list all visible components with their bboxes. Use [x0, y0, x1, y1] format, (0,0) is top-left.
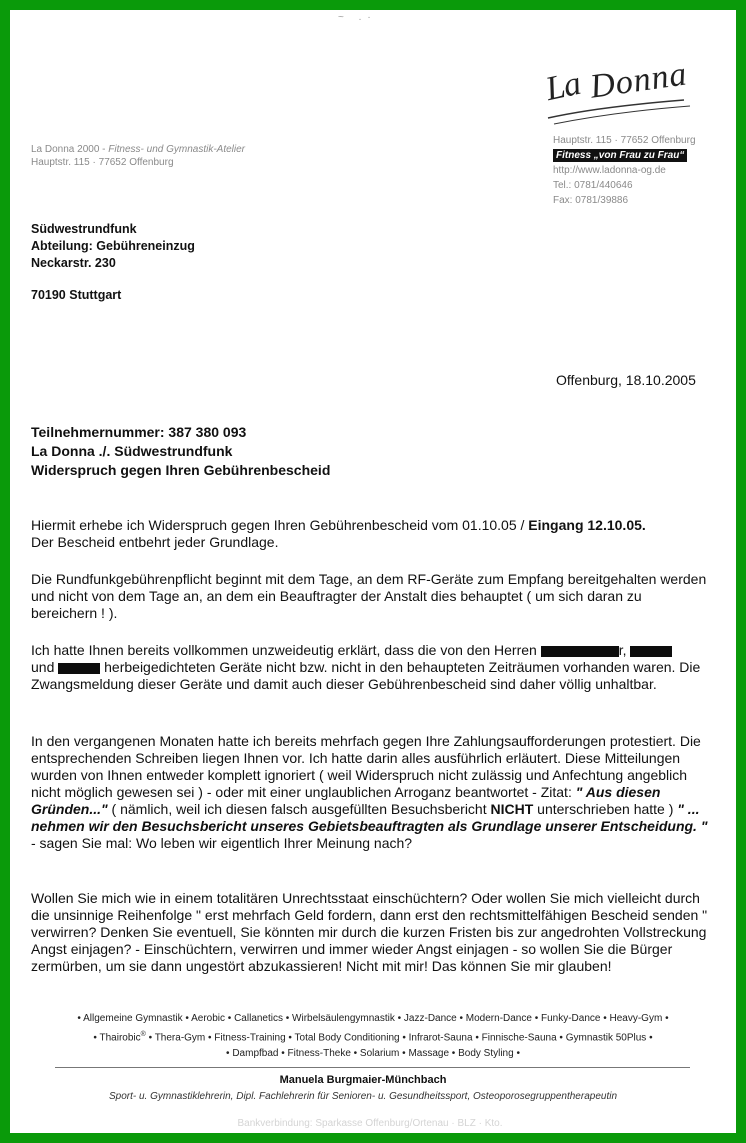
subject-block: Teilnehmernummer: 387 380 093 La Donna ./. Südwestrundfunk Widerspruch gegen Ihren Gebührenbescheid [31, 424, 331, 478]
recipient-city: 70190 Stuttgart [31, 288, 122, 302]
scan-marks: ~ .· [338, 12, 377, 23]
paragraph-3: Ich hatte Ihnen bereits vollkommen unzweideutig erklärt, dass die von den Herren r, und herbeigedichteten Geräte nicht bzw. nicht in den behaupteten Zeiträumen vorhanden waren. Die Zwangsmeldung dieser Geräte und damit auch dieser Gebührenbescheid sind daher völlig unhaltbar. [31, 642, 701, 692]
sender-address: La Donna 2000 - Fitness- und Gymnastik-Atelier Hauptstr. 115 · 77652 Offenburg [31, 144, 246, 168]
services-list: • Allgemeine Gymnastik • Aerobic • Callanetics • Wirbelsäulengymnastik • Jazz-Dance • Modern-Dance • Funky-Dance • Heavy-Gym • • Thairobic® • Thera-Gym • Fitness-Training • Total Body Conditioning • Infrarot-Sauna • Finnische-Sauna • Gymnastik 50Plus • • Dampfbad • Fitness-Theke • Solarium • Massage • Body Styling • [77, 1013, 669, 1060]
redaction-bar [630, 646, 672, 657]
paragraph-1: Hiermit erhebe ich Widerspruch gegen Ihren Gebührenbescheid vom 01.10.05 / Eingang 12.10.05. Der Bescheid entbehrt jeder Grundlage. [31, 517, 646, 550]
redaction-bar [541, 646, 619, 657]
paragraph-2: Die Rundfunkgebührenpflicht beginnt mit dem Tage, an dem RF-Geräte zum Empfang bereitgehalten werden und nicht von dem Tage an, an dem ein Beauftragter der Anstalt dies behauptet ( um sich daran zu bereichern ! ). [31, 571, 707, 621]
owner-name: Manuela Burgmaier-Münchbach [279, 1074, 447, 1086]
letterhead-contact: Hauptstr. 115 · 77652 Offenburg Fitness „von Frau zu Frau“ http://www.ladonna-og.de Tel.: 0781/440646 Fax: 0781/39886 [553, 135, 696, 206]
tagline-badge: Fitness „von Frau zu Frau“ [553, 149, 687, 162]
owner-qualifications: Sport- u. Gymnastiklehrerin, Dipl. Fachlehrerin für Senioren- u. Gesundheitssport, Osteoporosegruppentherapeutin [108, 1091, 618, 1102]
letter-page [10, 10, 736, 1133]
paragraph-4: In den vergangenen Monaten hatte ich bereits mehrfach gegen Ihre Zahlungsaufforderungen protestiert. Die entsprechenden Schreiben liegen Ihnen vor. Ich hatte darin alles ausführlich erläutert. Diese Mitteilungen wurden von Ihnen entweder komplett ignoriert ( weil Widerspruch nicht zulässig und Anfechtung angeblich nicht möglich gewesen sei ) - oder mit einer unglaublichen Arroganz beantwortet - Zitat: " Aus diesen Gründen..." ( nämlich, weil ich diesen falsch ausgefüllten Besuchsbericht NICHT unterschrieben hatte ) " ... nehmen wir den Besuchsbericht unseres Gebietsbeauftragten als Grundlage unserer Entscheidung. " - sagen Sie mal: Wo leben wir eigentlich Ihrer Meinung nach? [31, 733, 708, 851]
footer-divider [55, 1067, 690, 1068]
la-donna-logo [542, 55, 694, 130]
paragraph-5: Wollen Sie mich wie in einem totalitären Unrechtsstaat einschüchtern? Oder wollen Sie mich vielleicht durch die unsinnige Reihenfolge " erst mehrfach Geld fordern, dann erst den rechtsmittelfähigen Bescheid senden " verwirren? Denken Sie eventuell, Sie könnten mir durch die kurzen Fristen bis zur angedrohten Vollstreckung Angst einjagen? - Einschüchtern, verwirren und immer wieder Angst einjagen - so wollen Sie die Bürger zermürben, um sie dann ungestört abzukassieren! Nicht mit mir! Das können Sie mir glauben! [31, 890, 708, 974]
letter-date: Offenburg, 18.10.2005 [556, 372, 696, 388]
redaction-bar [58, 663, 100, 674]
logo-text-donna: Donna [587, 55, 690, 106]
faded-footer: Bankverbindung: Sparkasse Offenburg/Ortenau · BLZ · Kto. [237, 1118, 503, 1129]
logo-text-la: La [542, 64, 584, 109]
recipient-address: Südwestrundfunk Abteilung: Gebühreneinzug Neckarstr. 230 [31, 222, 195, 270]
